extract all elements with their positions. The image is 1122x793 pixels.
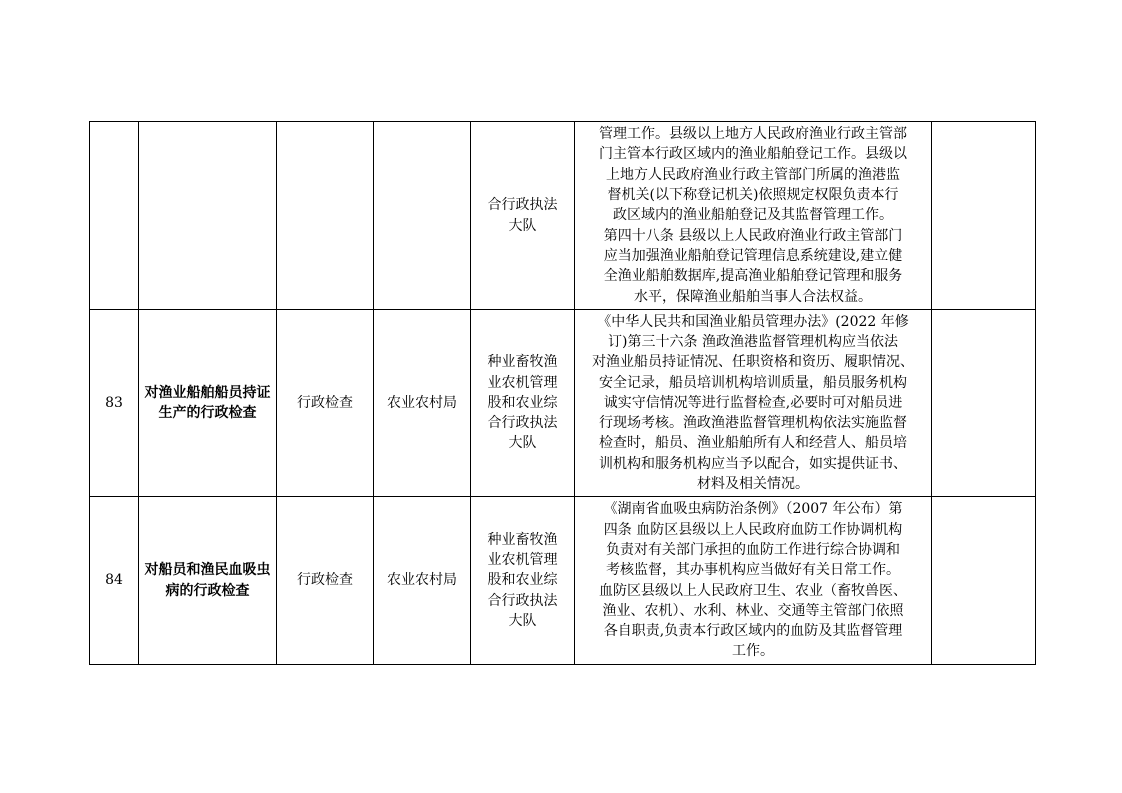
legal-basis-line: 应当加强渔业船舶登记管理信息系统建设,建立健 xyxy=(603,247,903,264)
department-cell xyxy=(471,310,575,497)
department-line: 大队 xyxy=(508,612,537,629)
row-number-cell: 83 xyxy=(90,310,139,497)
department-line: 种业畜牧渔 xyxy=(487,531,558,548)
legal-basis-line: 全渔业船舶数据库,提高渔业船舶登记管理和服务 xyxy=(603,268,903,285)
legal-basis-line: 行现场考核。渔政渔港监督管理机构依法实施监督 xyxy=(599,415,907,432)
department-line: 种业畜牧渔 xyxy=(487,354,558,371)
check-type-cell: 行政检查 xyxy=(277,310,374,497)
legal-basis-line: 渔业、农机）、水利、林业、交通等主管部门依照 xyxy=(602,602,904,619)
legal-basis-line: 训机构和服务机构应当予以配合，如实提供证书、 xyxy=(599,455,907,472)
department-line: 大队 xyxy=(508,435,537,452)
legal-basis-line: 负责对有关部门承担的血防工作进行综合协调和 xyxy=(606,541,900,558)
legal-basis-line: 工作。 xyxy=(732,643,774,660)
legal-basis-line: 订)第三十六条 渔政渔港监督管理机构应当依法 xyxy=(608,333,898,350)
item-name-cell xyxy=(139,122,277,310)
department-line: 合行政执法 xyxy=(487,415,558,432)
remark-cell xyxy=(932,122,1036,310)
legal-basis-line: 材料及相关情况。 xyxy=(697,476,809,493)
legal-basis-line: 门主管本行政区域内的渔业船舶登记工作。县级以 xyxy=(599,146,907,163)
legal-basis-line: 检查时，船员、渔业船舶所有人和经营人、船员培 xyxy=(599,435,907,452)
legal-basis-line: 督机关(以下称登记机关)依照规定权限负责本行 xyxy=(607,187,899,204)
department-line: 合行政执法 xyxy=(487,197,558,214)
legal-basis-line: 血防区县级以上人民政府卫生、农业（畜牧兽医、 xyxy=(599,582,907,599)
legal-basis-line: 水平，保障渔业船舶当事人合法权益。 xyxy=(634,288,872,305)
department-line: 合行政执法 xyxy=(487,592,558,609)
legal-basis-line: 对渔业船员持证情况、任职资格和资历、履职情况、 xyxy=(592,354,914,371)
legal-basis-line: 考核监督，其办事机构应当做好有关日常工作。 xyxy=(606,562,900,579)
organization-cell xyxy=(374,122,471,310)
legal-basis-line: 上地方人民政府渔业行政主管部门所属的渔港监 xyxy=(606,166,900,183)
check-type-cell xyxy=(277,122,374,310)
regulation-table xyxy=(89,121,1036,665)
item-name-cell: 对渔业船舶船员持证生产的行政检查 xyxy=(139,310,277,497)
legal-basis-line: 安全记录，船员培训机构培训质量，船员服务机构 xyxy=(599,374,907,391)
legal-basis-line: 四条 血防区县级以上人民政府血防工作协调机构 xyxy=(603,521,903,538)
legal-basis-line: 第四十八条 县级以上人民政府渔业行政主管部门 xyxy=(603,227,903,244)
legal-basis-cell xyxy=(575,310,932,497)
legal-basis-cell xyxy=(575,122,932,310)
item-name-cell: 对船员和渔民血吸虫病的行政检查 xyxy=(139,497,277,665)
department-cell xyxy=(471,122,575,310)
legal-basis-line: 政区域内的渔业船舶登记及其监督管理工作。 xyxy=(613,207,893,224)
legal-basis-line: 诚实守信情况等进行监督检查,必要时可对船员进 xyxy=(603,394,903,411)
department-line: 股和农业综 xyxy=(487,572,558,589)
check-type-cell: 行政检查 xyxy=(277,497,374,665)
organization-cell: 农业农村局 xyxy=(374,310,471,497)
legal-basis-cell xyxy=(575,497,932,665)
row-number-cell xyxy=(90,122,139,310)
department-line: 股和农业综 xyxy=(487,394,558,411)
department-line: 业农机管理 xyxy=(487,374,558,391)
legal-basis-line: 管理工作。县级以上地方人民政府渔业行政主管部 xyxy=(599,126,907,143)
legal-basis-line: 《中华人民共和国渔业船员管理办法》(2022 年修 xyxy=(597,313,909,330)
table-row xyxy=(90,122,1036,310)
legal-basis-line: 《湖南省血吸虫病防治条例》（2007 年公布）第 xyxy=(603,501,903,518)
department-cell xyxy=(471,497,575,665)
table-row xyxy=(90,497,1036,665)
organization-cell: 农业农村局 xyxy=(374,497,471,665)
table-row xyxy=(90,310,1036,497)
department-line: 业农机管理 xyxy=(487,552,558,569)
remark-cell xyxy=(932,497,1036,665)
legal-basis-line: 各自职责,负责本行政区域内的血防及其监督管理 xyxy=(603,623,903,640)
remark-cell xyxy=(932,310,1036,497)
row-number-cell: 84 xyxy=(90,497,139,665)
department-line: 大队 xyxy=(508,217,537,234)
